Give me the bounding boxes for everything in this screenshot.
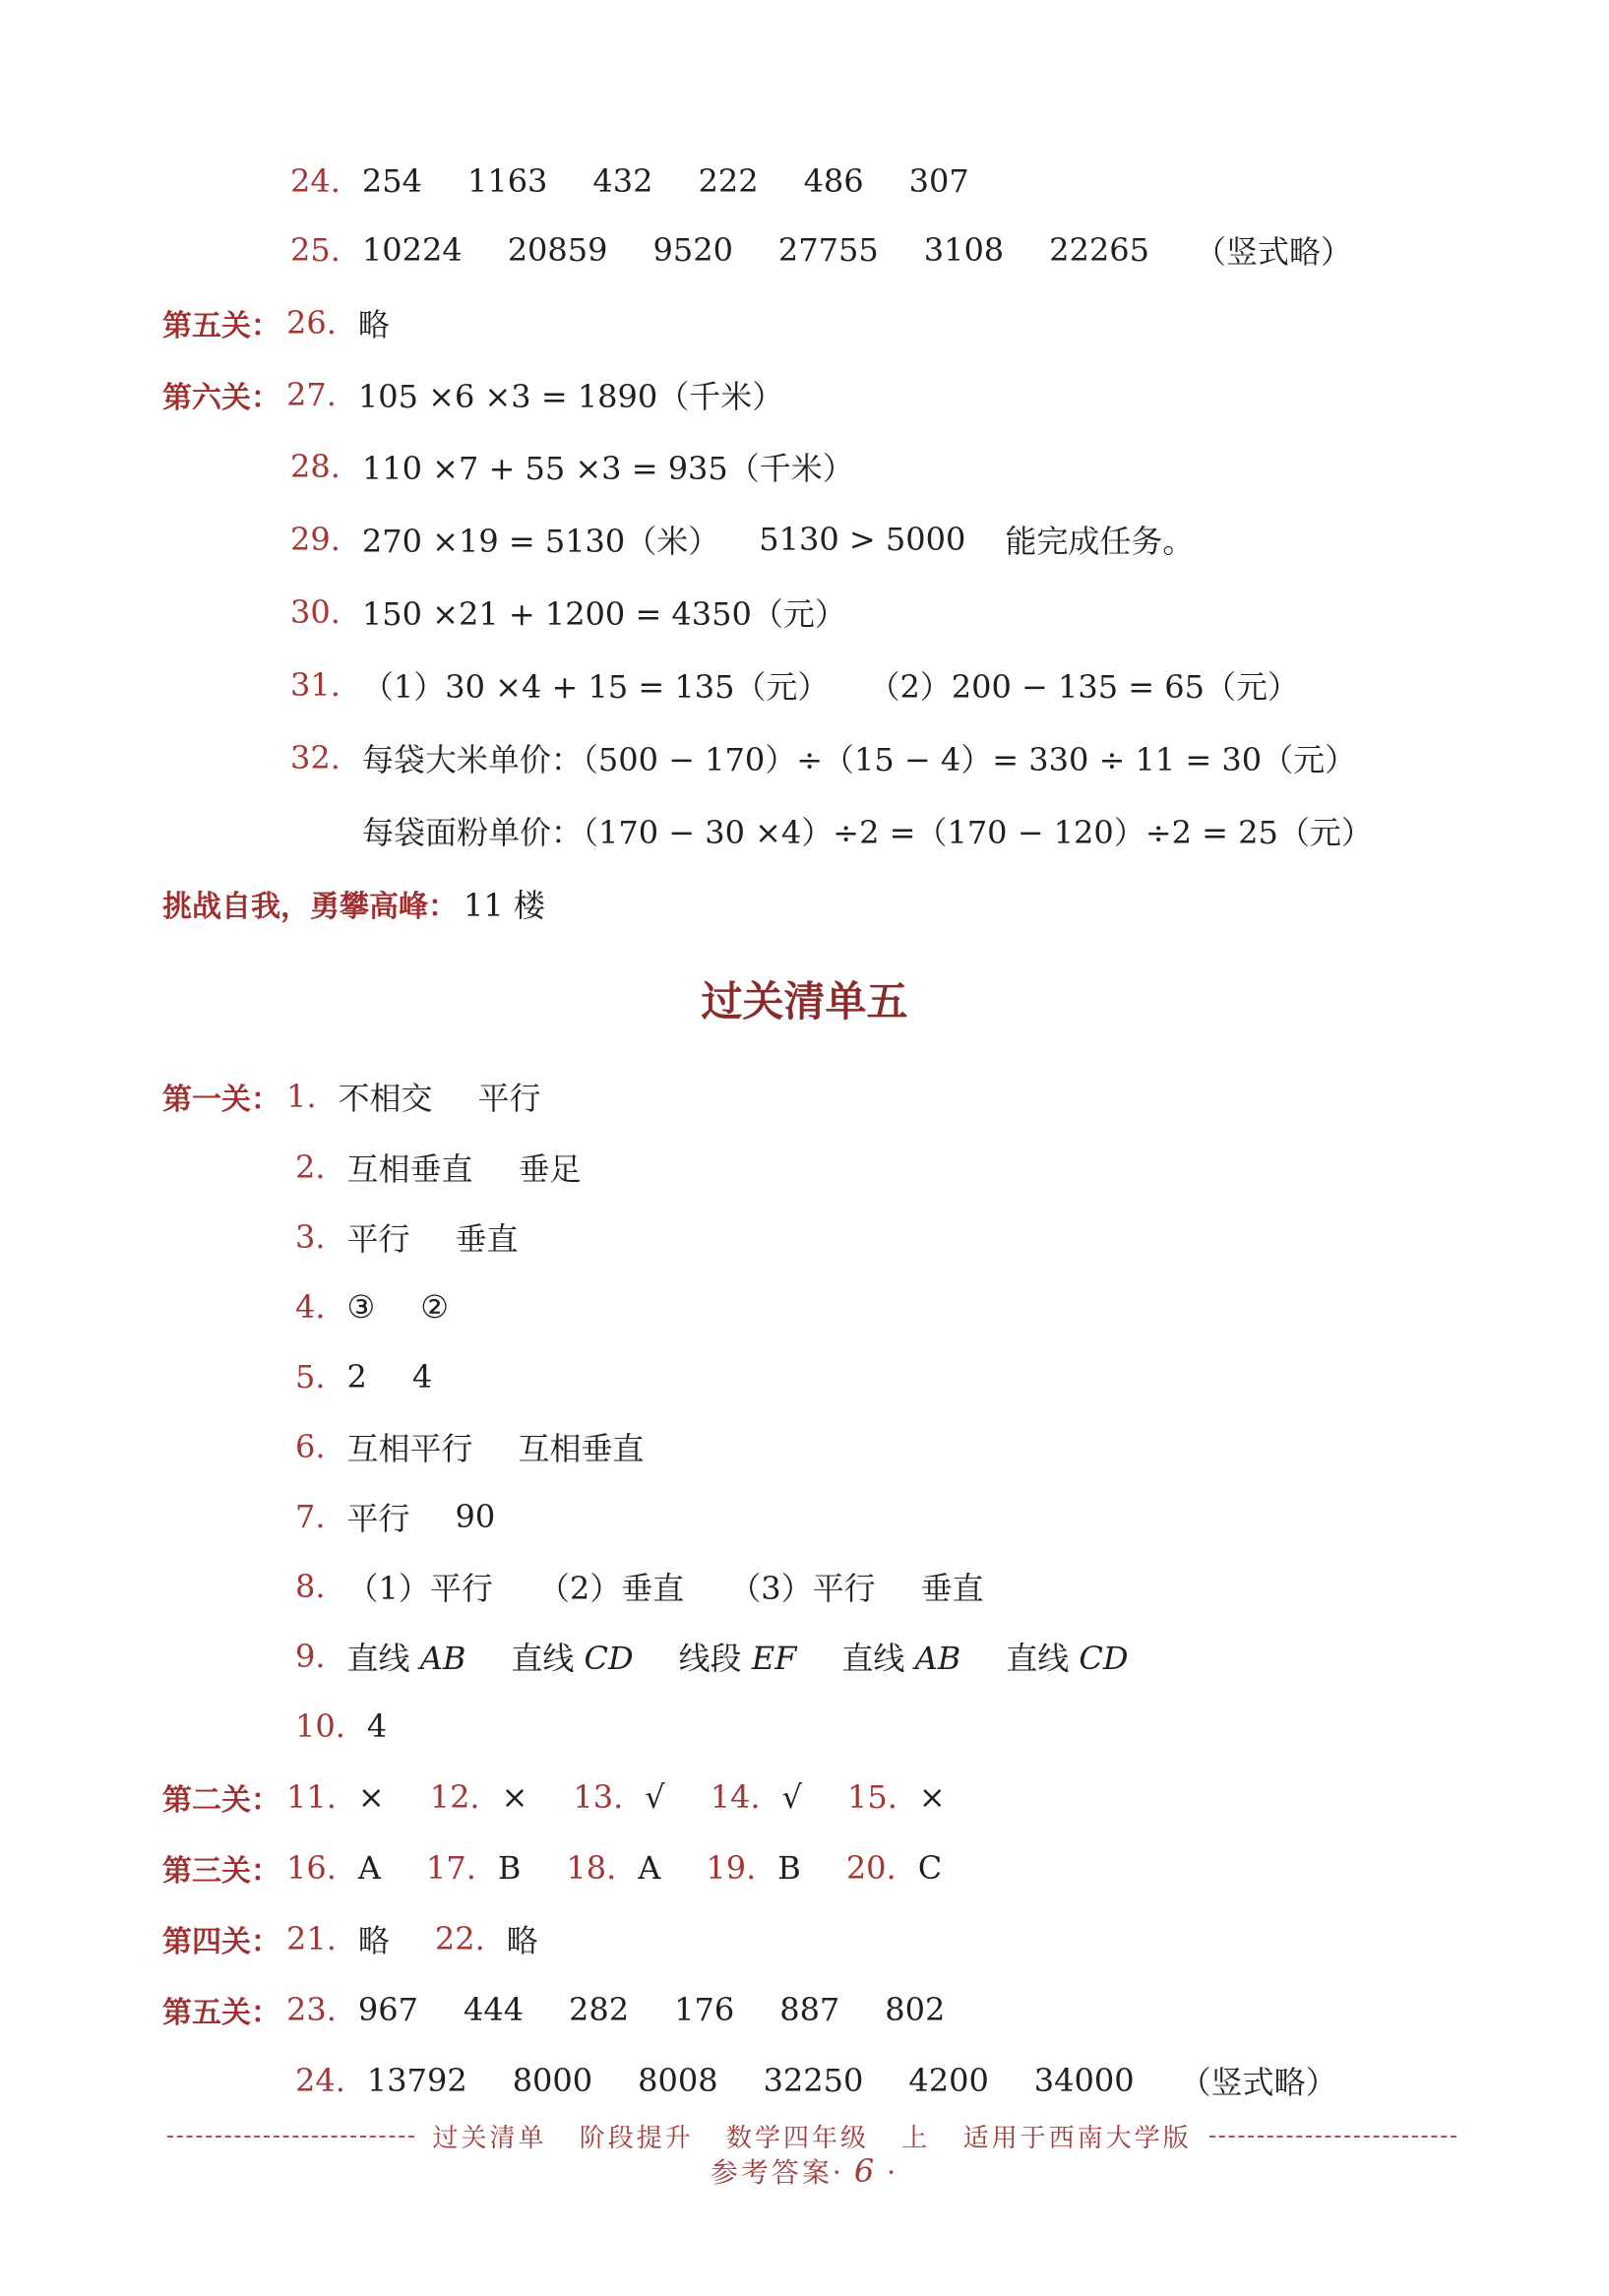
answer-value: 254 <box>361 162 422 200</box>
question-number: 14. <box>710 1778 761 1816</box>
question-number: 24. <box>290 162 340 200</box>
question-number: 5. <box>295 1358 326 1396</box>
question-number: 2. <box>295 1148 326 1186</box>
answer-value: 平行 <box>477 1080 541 1117</box>
question-number: 29. <box>290 521 340 558</box>
answer-value: 307 <box>908 162 969 200</box>
answer-value: 486 <box>803 162 864 200</box>
answer-value: 8000 <box>512 2062 593 2099</box>
answer-value: 432 <box>592 162 653 200</box>
footer-divider-left <box>167 2136 414 2138</box>
answer-value: 20859 <box>507 231 608 269</box>
answer-row-27 <box>162 371 783 418</box>
answer-row-25 <box>290 226 1352 274</box>
answer-value: 垂直 <box>455 1220 519 1258</box>
answer-row-30 <box>290 589 846 636</box>
question-number: 31. <box>290 666 340 704</box>
answer-row-6 <box>295 1423 645 1470</box>
answer-value: 9520 <box>652 231 733 269</box>
answer-value: 互相垂直 <box>518 1430 645 1467</box>
answer-text: 每袋面粉单价：（170 − 30 ×4）÷2 =（170 − 120）÷2 = 25（元） <box>362 814 1373 851</box>
answer-value: 2 <box>346 1358 367 1396</box>
answer-value: A <box>357 1849 381 1887</box>
question-number: 10. <box>295 1707 345 1745</box>
answer-value: （2）垂直 <box>537 1570 685 1607</box>
answer-value: 直线 AB <box>346 1640 466 1677</box>
answer-row-21-22 <box>162 1915 538 1962</box>
answer-value: A <box>638 1849 661 1887</box>
answer-value: 线段 EF <box>678 1640 797 1677</box>
answer-row-26 <box>162 299 390 346</box>
question-number: 16. <box>286 1849 337 1887</box>
question-number: 17. <box>426 1849 476 1887</box>
answer-value: 887 <box>779 1991 840 2028</box>
section-label: 第二关： <box>162 1783 280 1818</box>
answer-text: 110 ×7 + 55 ×3 = 935（千米） <box>361 450 854 487</box>
question-number: 24. <box>295 2062 345 2099</box>
answer-row-10 <box>295 1703 387 1750</box>
answer-row-29 <box>290 516 1194 563</box>
answer-text: 略 <box>357 306 390 343</box>
answer-value: × <box>357 1778 385 1816</box>
answer-row-28 <box>290 443 854 490</box>
answer-value: 22265 <box>1049 231 1149 269</box>
answer-value: 8008 <box>638 2062 718 2099</box>
answer-value: × <box>501 1778 528 1816</box>
answer-note: （竖式略） <box>1194 233 1352 271</box>
answer-value: 垂直 <box>920 1570 984 1607</box>
section-label: 第六关： <box>162 381 280 415</box>
answer-value: （1）平行 <box>346 1570 493 1607</box>
question-number: 22. <box>434 1920 485 1957</box>
answer-text: 能完成任务。 <box>1005 523 1195 560</box>
question-number: 32. <box>290 739 340 776</box>
section-label: 第四关： <box>162 1925 280 1959</box>
answer-value: 不相交 <box>338 1080 433 1117</box>
question-number: 21. <box>286 1920 337 1957</box>
question-number: 20. <box>845 1849 897 1887</box>
answer-row-24b <box>295 2057 1337 2104</box>
question-number: 26. <box>286 304 337 341</box>
question-number: 1. <box>286 1078 317 1115</box>
section-label: 挑战自我，勇攀高峰： <box>162 890 458 924</box>
answer-value: 平行 <box>346 1500 410 1537</box>
answer-value: 垂足 <box>518 1150 582 1188</box>
answer-row-1 <box>162 1073 541 1120</box>
question-number: 11. <box>286 1778 337 1816</box>
footer-divider-right <box>1209 2136 1456 2138</box>
answer-value: 互相垂直 <box>346 1150 473 1188</box>
answer-row-9 <box>295 1633 1129 1680</box>
answer-value: 967 <box>357 1991 418 2028</box>
answer-value: 4 <box>366 1707 388 1745</box>
answer-value: 直线 CD <box>511 1640 634 1677</box>
answer-value: 32250 <box>763 2062 864 2099</box>
answer-text: 11 楼 <box>464 887 545 924</box>
answer-text: 105 ×6 ×3 = 1890（千米） <box>357 378 784 415</box>
question-number: 13. <box>573 1778 624 1816</box>
question-number: 27. <box>286 376 337 413</box>
answer-value: 直线 AB <box>841 1640 961 1677</box>
answer-value: 平行 <box>346 1220 410 1258</box>
answer-value: 13792 <box>366 2062 467 2099</box>
answer-value: 34000 <box>1033 2062 1135 2099</box>
answer-note: （竖式略） <box>1179 2064 1337 2101</box>
answer-value: √ <box>781 1778 802 1816</box>
question-number: 25. <box>290 231 340 269</box>
answer-value: 4 <box>411 1358 433 1396</box>
answer-row-31 <box>290 661 1299 709</box>
section-label: 第五关： <box>162 1996 280 2030</box>
answer-value: 1163 <box>466 162 548 200</box>
answer-value: B <box>777 1849 801 1887</box>
section-label: 第一关： <box>162 1083 280 1117</box>
answer-value: 3108 <box>923 231 1005 269</box>
answer-value: 27755 <box>777 231 879 269</box>
answer-value: 282 <box>569 1991 630 2028</box>
answer-value: 互相平行 <box>346 1430 473 1467</box>
page-number: 参考答案· 6 · <box>710 2152 899 2190</box>
answer-row-3 <box>295 1213 519 1261</box>
question-number: 19. <box>706 1849 757 1887</box>
question-number: 7. <box>295 1498 326 1535</box>
answer-value: （3）平行 <box>729 1570 876 1607</box>
answer-value: × <box>918 1778 946 1816</box>
question-number: 6. <box>295 1428 326 1465</box>
answer-row-24 <box>290 157 969 205</box>
answer-value: 90 <box>455 1498 496 1535</box>
answer-text: （2）200 − 135 = 65（元） <box>868 668 1299 706</box>
page-footer <box>167 2118 1456 2154</box>
answer-value: 802 <box>885 1991 946 2028</box>
question-number: 3. <box>295 1218 326 1256</box>
answer-value: C <box>917 1849 943 1887</box>
answer-text: （1）30 ×4 + 15 = 135（元） <box>361 668 830 706</box>
section-label: 第五关： <box>162 309 280 343</box>
section-label: 第三关： <box>162 1854 280 1889</box>
answer-value: 222 <box>698 162 759 200</box>
answer-value: B <box>497 1849 522 1887</box>
question-number: 15. <box>846 1778 897 1816</box>
answer-row-8 <box>295 1563 984 1610</box>
answer-row-11-15 <box>162 1773 946 1821</box>
question-number: 12. <box>429 1778 480 1816</box>
answer-value: 略 <box>506 1922 538 1959</box>
answer-value: ③ <box>346 1288 376 1326</box>
answer-row-32 <box>290 734 1356 781</box>
answer-text: 150 ×21 + 1200 = 4350（元） <box>361 595 846 633</box>
challenge-row <box>162 880 545 927</box>
answer-value: √ <box>645 1778 665 1816</box>
answer-row-5 <box>295 1353 432 1400</box>
section-title: 过关清单五 <box>701 977 908 1025</box>
question-number: 8. <box>295 1568 326 1605</box>
answer-row-7 <box>295 1493 495 1540</box>
answer-text: 每袋大米单价：（500 − 170）÷（15 − 4）= 330 ÷ 11 = 30（元） <box>361 741 1357 778</box>
answer-row-2 <box>295 1144 582 1191</box>
question-number: 23. <box>286 1991 337 2028</box>
question-number: 9. <box>295 1638 326 1675</box>
answer-value: 略 <box>357 1922 390 1959</box>
question-number: 4. <box>295 1288 326 1326</box>
answer-row-16-20 <box>162 1844 942 1892</box>
question-number: 30. <box>290 593 340 631</box>
answer-text: 270 ×19 = 5130（米） <box>361 523 720 560</box>
footer-text: 过关清单 阶段提升 数学四年级 上 适用于西南大学版 <box>432 2124 1192 2153</box>
question-number: 18. <box>566 1849 617 1887</box>
answer-value: 444 <box>463 1991 525 2028</box>
answer-value: 4200 <box>908 2062 989 2099</box>
answer-row-4 <box>295 1283 449 1331</box>
answer-value: 直线 CD <box>1006 1640 1129 1677</box>
answer-text: 5130 > 5000 <box>759 521 966 558</box>
answer-value: 176 <box>674 1991 735 2028</box>
question-number: 28. <box>290 448 340 485</box>
answer-value: ② <box>420 1288 449 1326</box>
answer-row-23 <box>162 1986 945 2033</box>
answer-row-32-continued <box>362 807 1373 854</box>
answer-value: 10224 <box>361 231 463 269</box>
